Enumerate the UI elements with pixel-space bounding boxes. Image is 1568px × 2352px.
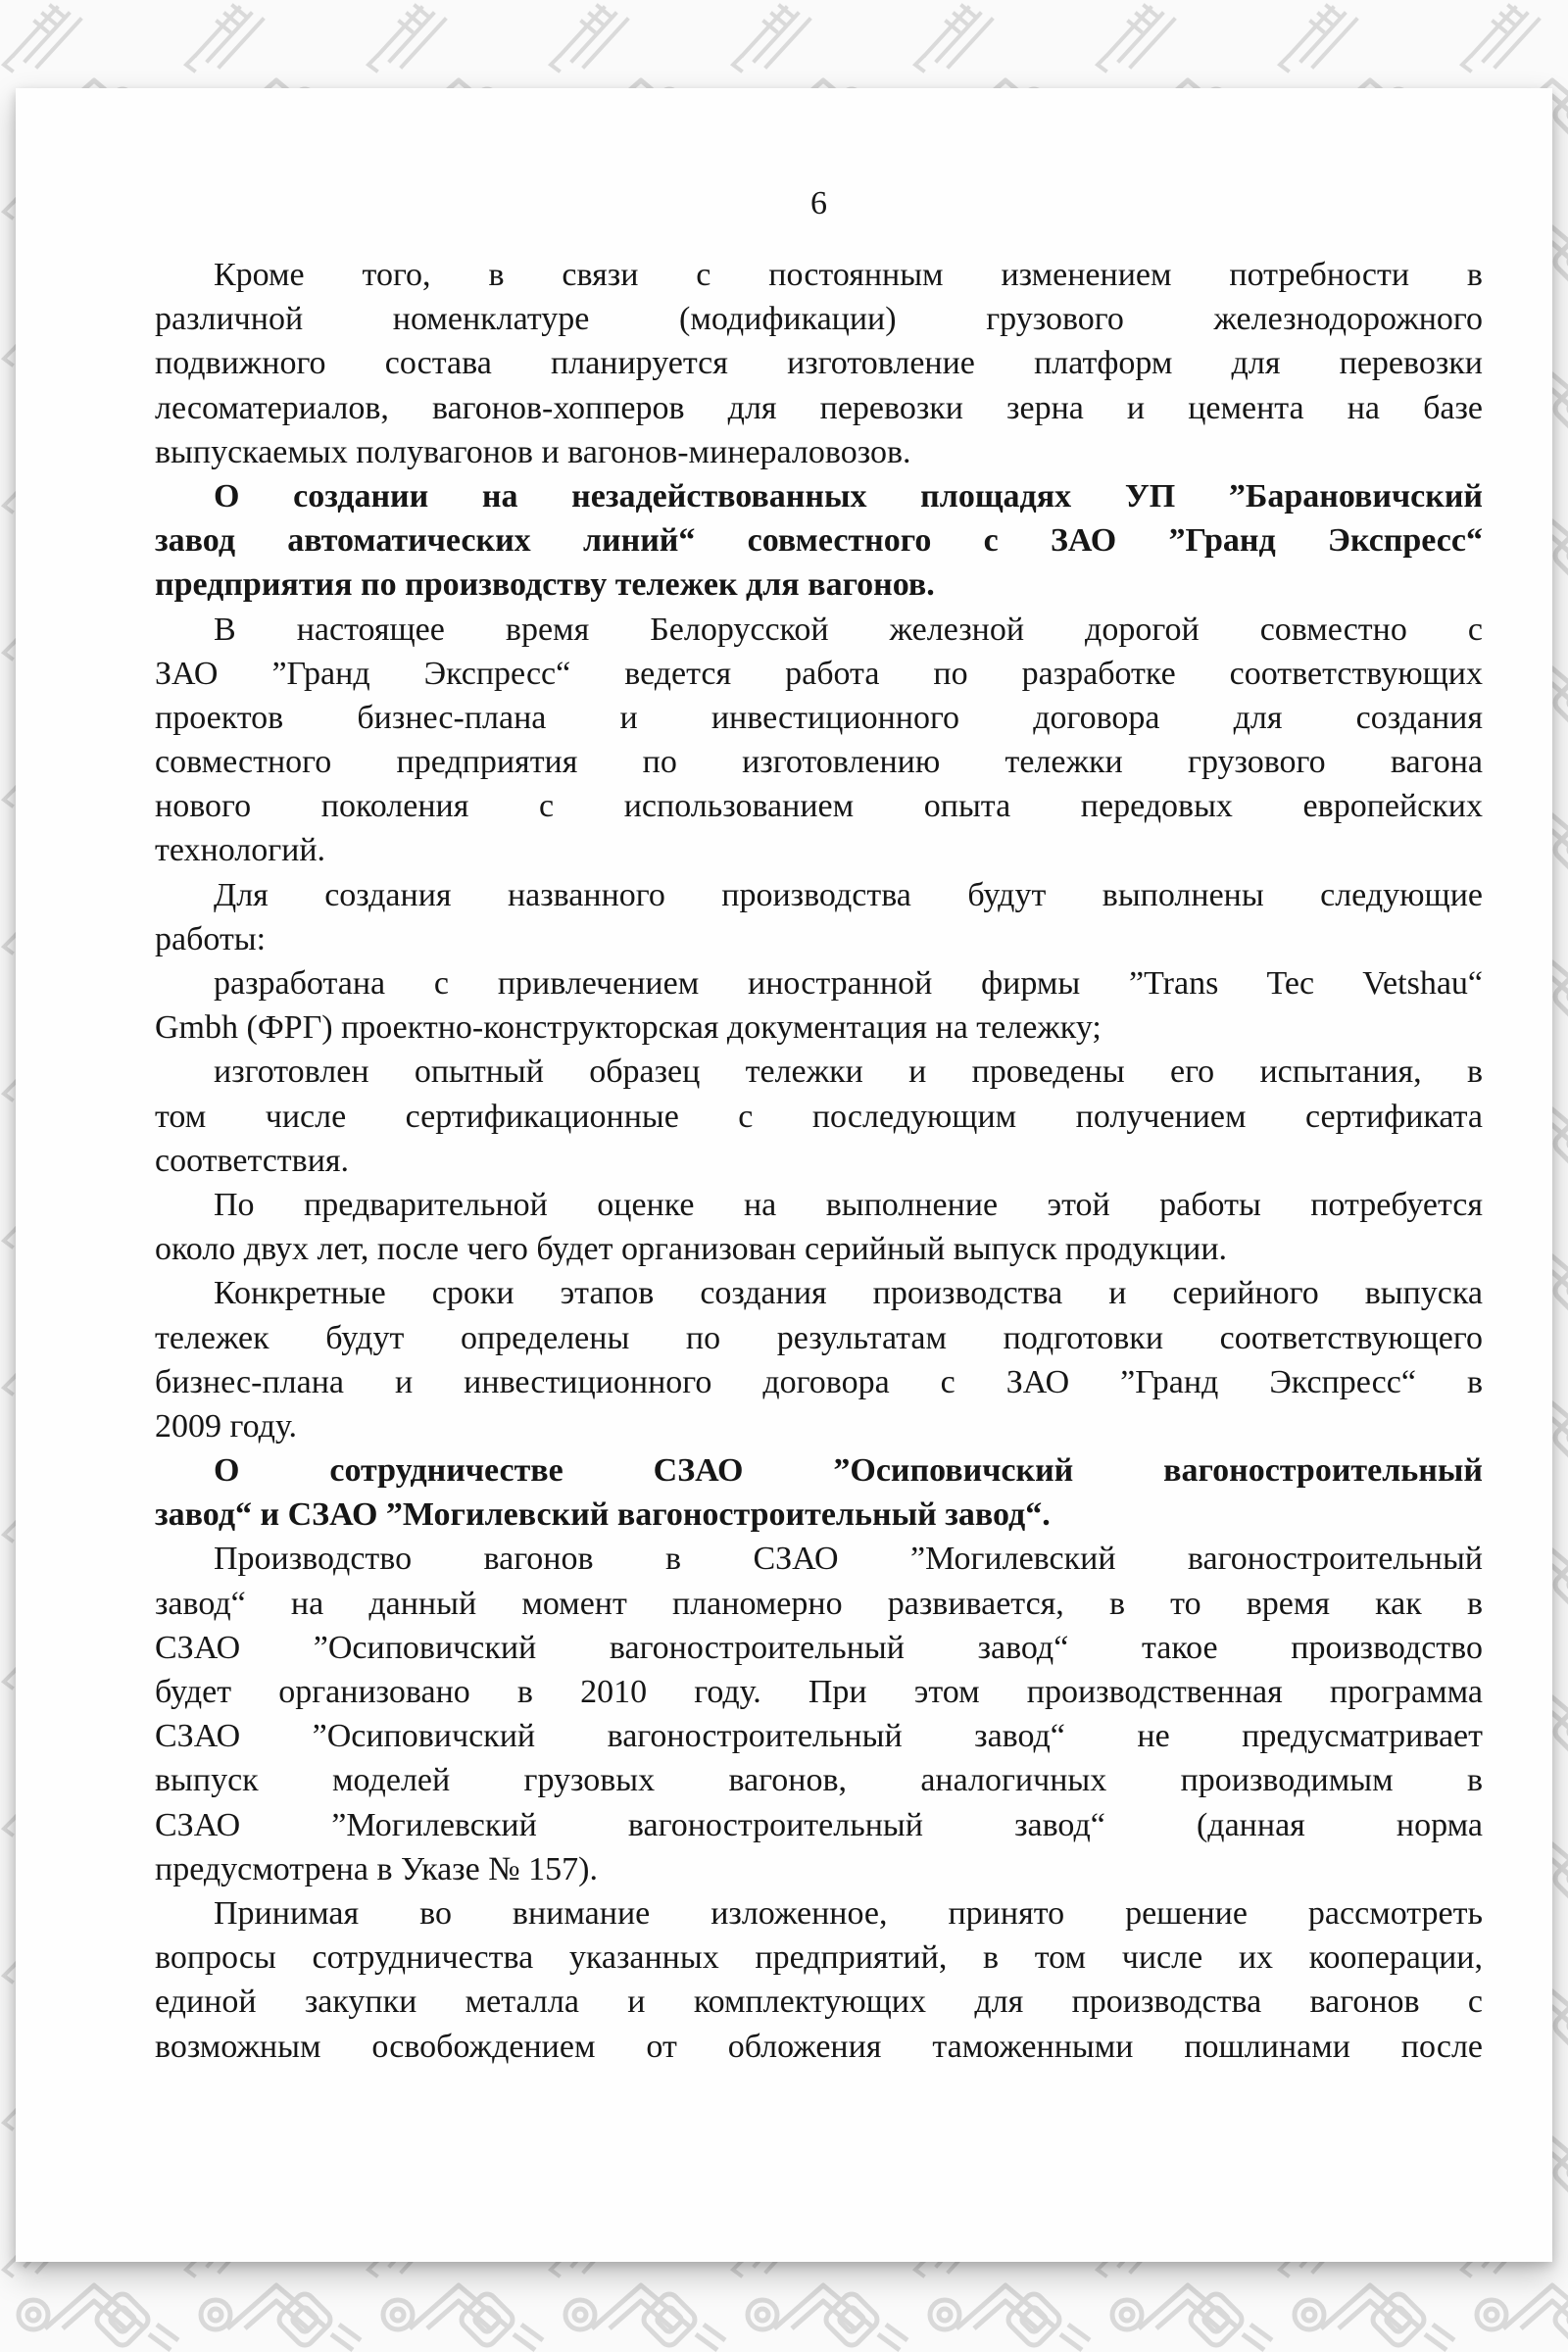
text-line: работы: (155, 920, 267, 957)
body-paragraph (155, 608, 1483, 873)
text-line: Производство вагонов в СЗАО ”Могилевский вагоностроительный (214, 1541, 1483, 1578)
body-paragraph (155, 1537, 1483, 1891)
document-page (16, 88, 1552, 2262)
body-paragraph (155, 1271, 1483, 1448)
text-line: завод автоматических линий“ совместного с ЗАО ”Гранд Экспресс“ (155, 522, 1483, 560)
text-line: завод“ на данный момент планомерно развивается, в то время как в (155, 1585, 1483, 1622)
text-line: около двух лет, после чего будет организован серийный выпуск продукции. (155, 1231, 1228, 1268)
text-line: По предварительной оценке на выполнение этой работы потребуется (214, 1186, 1483, 1223)
text-line: Для создания названного производства будут выполнены следующие (214, 876, 1483, 913)
text-line: выпуск моделей грузовых вагонов, аналогичных производимым в (155, 1762, 1483, 1799)
body-paragraph (155, 873, 1483, 961)
document-body (155, 253, 1483, 2069)
text-line: технологий. (155, 832, 326, 869)
body-paragraph (155, 253, 1483, 474)
text-line: СЗАО ”Могилевский вагоностроительный завод“ (данная норма (155, 1806, 1483, 1843)
text-line: завод“ и СЗАО ”Могилевский вагоностроительный завод“. (155, 1496, 1051, 1534)
text-line: соответствия. (155, 1142, 350, 1179)
text-line: СЗАО ”Осиповичский вагоностроительный завод“ не предусматривает (155, 1718, 1483, 1755)
text-line: лесоматериалов, вагонов-хопперов для перевозки зерна и цемента на базе (155, 389, 1483, 426)
text-line: будет организовано в 2010 году. При этом производственная программа (155, 1674, 1483, 1710)
text-line: В настоящее время Белорусской железной дорогой совместно с (214, 611, 1483, 648)
text-line: совместного предприятия по изготовлению тележки грузового вагона (155, 744, 1483, 781)
text-line: Кроме того, в связи с постоянным изменением потребности в (214, 257, 1483, 293)
page-number: 6 (810, 185, 827, 221)
text-line: проектов бизнес-плана и инвестиционного договора для создания (155, 699, 1483, 736)
body-paragraph (155, 961, 1483, 1050)
text-line: предусмотрена в Указе № 157). (155, 1850, 598, 1887)
text-line: единой закупки металла и комплектующих для производства вагонов с (155, 1984, 1483, 2021)
body-paragraph (155, 1183, 1483, 1271)
text-line: изготовлен опытный образец тележки и проведены его испытания, в (214, 1054, 1483, 1091)
text-line: подвижного состава планируется изготовление платформ для перевозки (155, 345, 1483, 382)
text-line: том числе сертификационные с последующим получением сертификата (155, 1098, 1483, 1135)
heading-paragraph (155, 474, 1483, 608)
text-line: разработана с привлечением иностранной фирмы ”Trans Tec Vetshau“ (214, 965, 1483, 1002)
text-line: О сотрудничестве СЗАО ”Осиповичский вагоностроительный (214, 1452, 1483, 1490)
body-paragraph (155, 1891, 1483, 2069)
text-line: тележек будут определены по результатам подготовки соответствующего (155, 1319, 1483, 1356)
text-line: возможным освобождением от обложения таможенными пошлинами после (155, 2028, 1483, 2065)
text-line: бизнес-плана и инвестиционного договора с ЗАО ”Гранд Экспресс“ в (155, 1363, 1483, 1400)
text-line: предприятия по производству тележек для вагонов. (155, 566, 935, 604)
text-line: СЗАО ”Осиповичский вагоностроительный завод“ такое производство (155, 1629, 1483, 1666)
body-paragraph (155, 1050, 1483, 1183)
text-line: вопросы сотрудничества указанных предприятий, в том числе их кооперации, (155, 1939, 1483, 1977)
text-line: 2009 году. (155, 1407, 298, 1445)
text-line: выпускаемых полувагонов и вагонов-минераловозов. (155, 433, 911, 470)
text-line: нового поколения с использованием опыта передовых европейских (155, 788, 1483, 825)
text-line: ЗАО ”Гранд Экспресс“ ведется работа по разработке соответствующих (155, 655, 1483, 692)
text-line: О создании на незадействованных площадях УП ”Барановичский (214, 477, 1483, 514)
heading-paragraph (155, 1448, 1483, 1537)
text-line: Принимая во внимание изложенное, принято решение рассмотреть (214, 1894, 1483, 1932)
text-line: Конкретные сроки этапов создания производства и серийного выпуска (214, 1275, 1483, 1312)
text-line: Gmbh (ФРГ) проектно-конструкторская документация на тележку; (155, 1009, 1102, 1047)
text-line: различной номенклатуре (модификации) грузового железнодорожного (155, 301, 1483, 338)
